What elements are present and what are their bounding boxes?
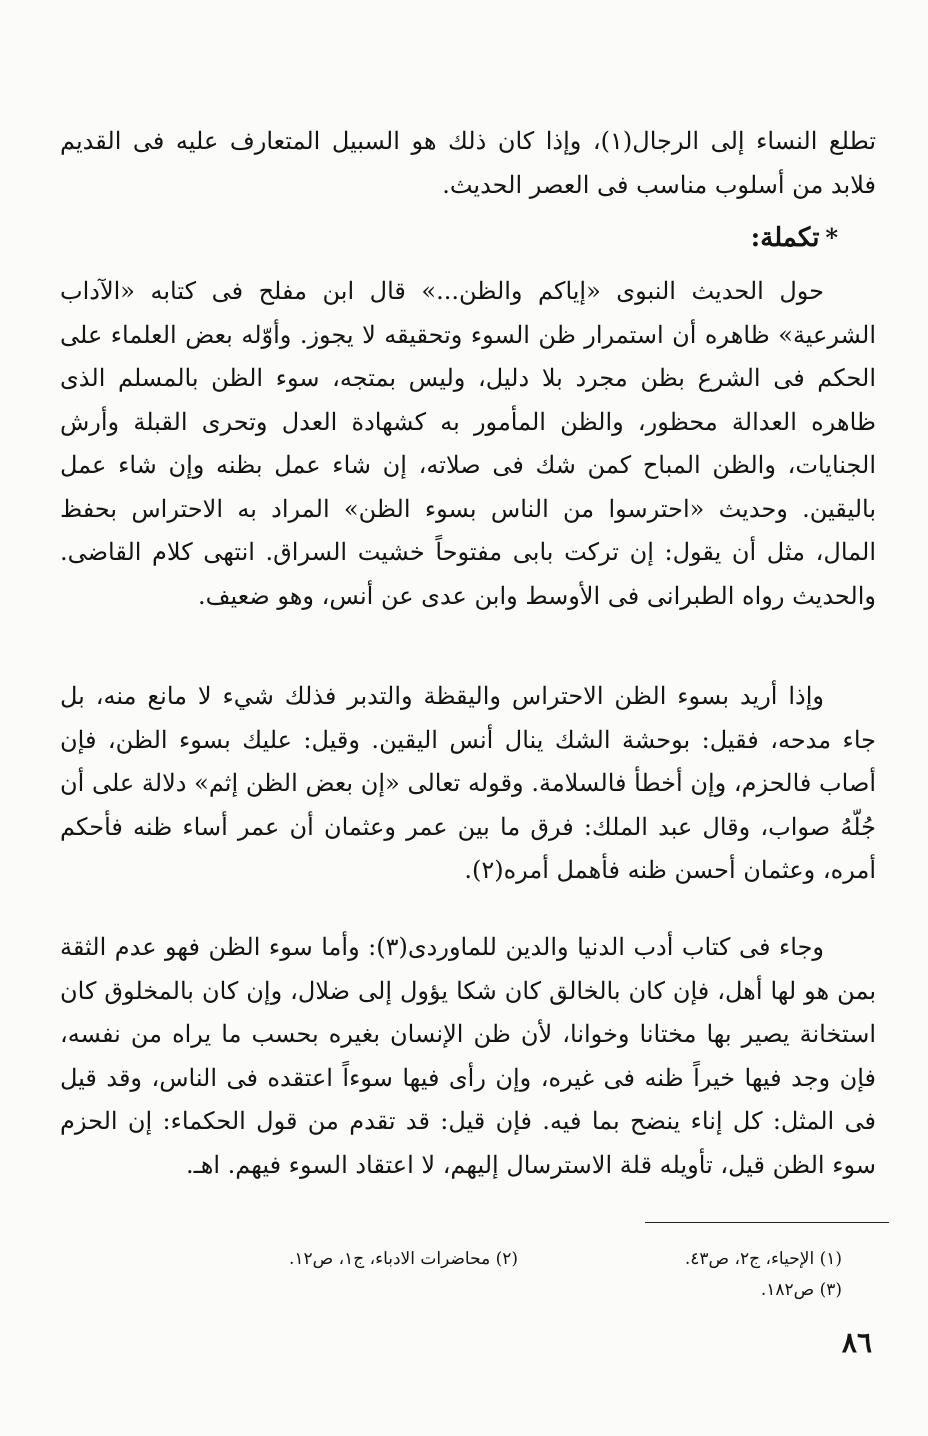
- footnote-2: (٢) محاضرات الادباء، ج١، ص١٢.: [288, 1249, 518, 1269]
- intro-paragraph: [60, 120, 876, 207]
- section-heading: [751, 216, 838, 260]
- paragraph-3: [60, 926, 876, 1187]
- footnote-separator: [645, 1222, 889, 1223]
- page-number: ٨٦: [841, 1326, 872, 1359]
- footnote-3: (٣) ص١٨٢.: [760, 1280, 842, 1300]
- paragraph-text: وجاء فى كتاب أدب الدنيا والدين للماوردى(٣): وأما سوء الظن فهو عدم الثقة بمن هو لها أهل، فإن كان بالخالق كان شكا يؤول إلى ضلال، وإن كان بالمخلوق كان استخانة يصير بها مختانا وخوانا، لأن ظن الإنسان بغيره بحسب ما يراه من نفسه، فإن وجد فيها خيراً ظنه فى غيره، وإن رأى فيها سوءاً اعتقده فى الناس، وقد قيل فى المثل: كل إناء ينضح بما فيه. فإن قيل: قد تقدم من قول الحكماء: إن الحزم سوء الظن قيل، تأويله قلة الاسترسال إليهم، لا اعتقاد السوء فيهم. اهـ.: [60, 933, 876, 1179]
- paragraph-text: حول الحديث النبوى «إياكم والظن...» قال ابن مفلح فى كتابه «الآداب الشرعية» ظاهره أن استمرار ظن السوء وتحقيقه لا يجوز. وأوّله بعض العلماء على الحكم فى الشرع بظن مجرد بلا دليل، وليس بمتجه، سوء الظن بالمسلم الذى ظاهره العدالة محظور، والظن المأمور به كشهادة العدل وتحرى القبلة وأرش الجنايات، والظن المباح كمن شك فى صلاته، إن شاء عمل بظنه وإن شاء عمل باليقين. وحديث «احترسوا من الناس بسوء الظن» المراد به الاحتراس بحفظ المال، مثل أن يقول: إن تركت بابى مفتوحاً خشيت السراق. انتهى كلام القاضى. والحديث رواه الطبرانى فى الأوسط وابن عدى عن أنس، وهو ضعيف.: [60, 277, 876, 610]
- paragraph-2: [60, 675, 876, 893]
- footnote-1: (١) الإحياء، ج٢، ص٤٣.: [684, 1249, 842, 1269]
- paragraph-text: وإذا أريد بسوء الظن الاحتراس واليقظة والتدبر فذلك شيء لا مانع منه، بل جاء مدحه، فقيل: بوحشة الشك ينال أنس اليقين. وقيل: عليك بسوء الظن، فإن أصاب فالحزم، وإن أخطأ فالسلامة. وقوله تعالى «إن بعض الظن إثم» دلالة على أن جُلّهُ صواب، وقال عبد الملك: فرق ما بين عمر وعثمان أن عمر أساء ظنه فأحكم أمره، وعثمان أحسن ظنه فأهمل أمره(٢).: [60, 682, 876, 884]
- asterisk-icon: *: [825, 223, 838, 252]
- intro-text: تطلع النساء إلى الرجال(١)، وإذا كان ذلك هو السبيل المتعارف عليه فى القديم فلابد من أسلوب مناسب فى العصر الحديث.: [60, 127, 876, 199]
- paragraph-1: [60, 270, 876, 618]
- section-heading-text: تكملة:: [750, 223, 820, 253]
